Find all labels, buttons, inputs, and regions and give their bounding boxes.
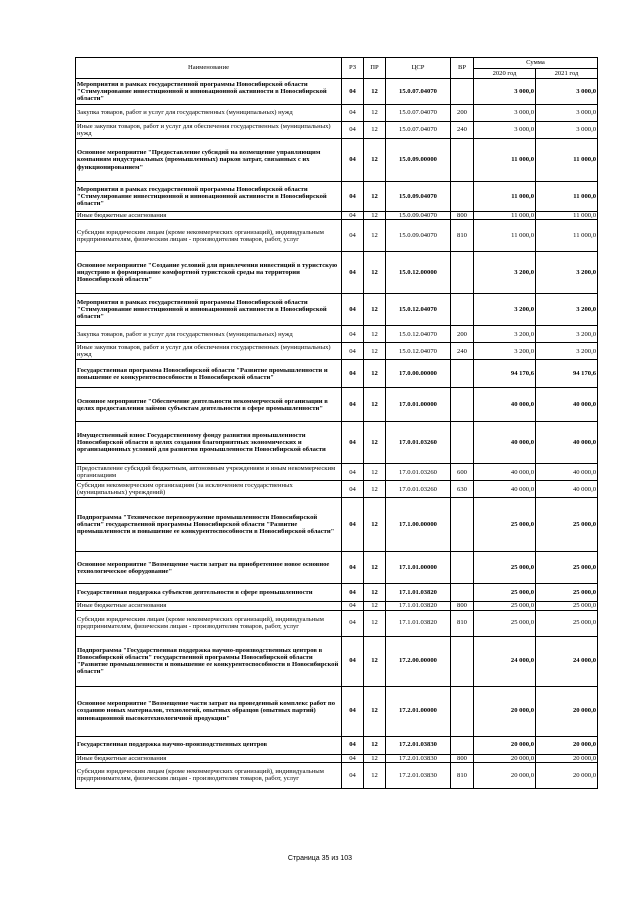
row-csr: 17.0.01.03260 bbox=[386, 481, 451, 498]
row-rz: 04 bbox=[342, 360, 364, 388]
row-sum-2020: 3 000,0 bbox=[474, 105, 536, 122]
row-name: Субсидии юридическим лицам (кроме некоммерческих организаций), индивидуальным предпринимателям, физическим лицам - производителям товаров, работ, услуг bbox=[76, 762, 342, 788]
row-sum-2020: 40 000,0 bbox=[474, 388, 536, 422]
row-name: Иные бюджетные ассигнования bbox=[76, 212, 342, 220]
row-rz: 04 bbox=[342, 552, 364, 584]
header-pr: ПР bbox=[364, 58, 386, 79]
row-sum-2021: 20 000,0 bbox=[536, 762, 598, 788]
table-row bbox=[76, 584, 598, 602]
row-sum-2020: 40 000,0 bbox=[474, 464, 536, 481]
row-sum-2021: 3 000,0 bbox=[536, 122, 598, 139]
row-sum-2021: 25 000,0 bbox=[536, 552, 598, 584]
row-rz: 04 bbox=[342, 105, 364, 122]
table-body bbox=[76, 79, 598, 789]
row-name: Государственная программа Новосибирской области "Развитие промышленности и повышение ее конкурентоспособности в Новосибирской области" bbox=[76, 360, 342, 388]
row-vr: 600 bbox=[451, 464, 474, 481]
row-rz: 04 bbox=[342, 464, 364, 481]
table-row bbox=[76, 294, 598, 326]
row-pr: 12 bbox=[364, 498, 386, 552]
row-rz: 04 bbox=[342, 122, 364, 139]
budget-document bbox=[75, 57, 597, 789]
row-pr: 12 bbox=[364, 388, 386, 422]
header-rz: РЗ bbox=[342, 58, 364, 79]
row-sum-2021: 3 200,0 bbox=[536, 252, 598, 294]
row-pr: 12 bbox=[364, 754, 386, 762]
table-row bbox=[76, 686, 598, 736]
row-sum-2021: 3 200,0 bbox=[536, 294, 598, 326]
row-pr: 12 bbox=[364, 79, 386, 105]
row-vr bbox=[451, 294, 474, 326]
row-name: Иные бюджетные ассигнования bbox=[76, 754, 342, 762]
row-sum-2020: 3 200,0 bbox=[474, 252, 536, 294]
row-pr: 12 bbox=[364, 212, 386, 220]
row-vr: 240 bbox=[451, 122, 474, 139]
row-rz: 04 bbox=[342, 326, 364, 343]
row-rz: 04 bbox=[342, 754, 364, 762]
row-sum-2020: 25 000,0 bbox=[474, 552, 536, 584]
row-pr: 12 bbox=[364, 326, 386, 343]
row-sum-2020: 20 000,0 bbox=[474, 754, 536, 762]
row-sum-2020: 94 170,6 bbox=[474, 360, 536, 388]
row-sum-2021: 11 000,0 bbox=[536, 220, 598, 252]
row-sum-2020: 40 000,0 bbox=[474, 481, 536, 498]
row-sum-2020: 20 000,0 bbox=[474, 762, 536, 788]
row-sum-2021: 40 000,0 bbox=[536, 422, 598, 464]
row-sum-2021: 3 000,0 bbox=[536, 105, 598, 122]
row-vr bbox=[451, 636, 474, 686]
row-name: Предоставление субсидий бюджетным, автономным учреждениям и иным некоммерческим организациям bbox=[76, 464, 342, 481]
header-year-2020: 2020 год bbox=[474, 69, 536, 79]
row-name: Мероприятия в рамках государственной программы Новосибирской области "Стимулирование инвестиционной и инновационной активности в Новосибирской области" bbox=[76, 182, 342, 212]
row-name: Государственная поддержка научно-производственных центров bbox=[76, 736, 342, 754]
row-rz: 04 bbox=[342, 686, 364, 736]
table-row bbox=[76, 481, 598, 498]
table-row bbox=[76, 326, 598, 343]
row-rz: 04 bbox=[342, 212, 364, 220]
table-row bbox=[76, 610, 598, 636]
row-sum-2020: 11 000,0 bbox=[474, 212, 536, 220]
row-csr: 15.0.09.04070 bbox=[386, 182, 451, 212]
row-sum-2020: 11 000,0 bbox=[474, 220, 536, 252]
row-csr: 15.0.12.04070 bbox=[386, 343, 451, 360]
row-sum-2020: 40 000,0 bbox=[474, 422, 536, 464]
row-name: Иные бюджетные ассигнования bbox=[76, 602, 342, 610]
row-rz: 04 bbox=[342, 252, 364, 294]
row-vr: 800 bbox=[451, 212, 474, 220]
row-sum-2020: 25 000,0 bbox=[474, 610, 536, 636]
row-name: Субсидии юридическим лицам (кроме некоммерческих организаций), индивидуальным предпринимателям, физическим лицам - производителям товаров, работ, услуг bbox=[76, 610, 342, 636]
row-csr: 17.2.01.00000 bbox=[386, 686, 451, 736]
row-pr: 12 bbox=[364, 343, 386, 360]
row-pr: 12 bbox=[364, 294, 386, 326]
row-name: Основное мероприятие "Возмещение части затрат на проведенный комплекс работ по созданию новых материалов, технологий, опытных образцов (опытных партий) инновационной высокотехнологичной продукции" bbox=[76, 686, 342, 736]
row-pr: 12 bbox=[364, 122, 386, 139]
row-sum-2021: 25 000,0 bbox=[536, 602, 598, 610]
row-rz: 04 bbox=[342, 79, 364, 105]
row-rz: 04 bbox=[342, 584, 364, 602]
row-sum-2020: 3 200,0 bbox=[474, 343, 536, 360]
header-sum: Сумма bbox=[474, 58, 598, 69]
row-name: Закупка товаров, работ и услуг для государственных (муниципальных) нужд bbox=[76, 326, 342, 343]
row-vr bbox=[451, 79, 474, 105]
table-row bbox=[76, 182, 598, 212]
row-vr: 800 bbox=[451, 602, 474, 610]
row-csr: 17.2.01.03830 bbox=[386, 736, 451, 754]
header-csr: ЦСР bbox=[386, 58, 451, 79]
row-name: Государственная поддержка субъектов деятельности в сфере промышленности bbox=[76, 584, 342, 602]
row-vr bbox=[451, 584, 474, 602]
row-sum-2021: 25 000,0 bbox=[536, 498, 598, 552]
row-name: Основное мероприятие "Возмещение части затрат на приобретенное новое основное технологическое оборудование" bbox=[76, 552, 342, 584]
row-sum-2021: 11 000,0 bbox=[536, 212, 598, 220]
row-vr bbox=[451, 552, 474, 584]
row-sum-2021: 25 000,0 bbox=[536, 610, 598, 636]
row-sum-2020: 25 000,0 bbox=[474, 498, 536, 552]
row-csr: 15.0.07.04070 bbox=[386, 79, 451, 105]
row-pr: 12 bbox=[364, 584, 386, 602]
row-vr bbox=[451, 686, 474, 736]
row-vr bbox=[451, 498, 474, 552]
row-csr: 15.0.12.04070 bbox=[386, 294, 451, 326]
row-vr: 810 bbox=[451, 610, 474, 636]
row-csr: 17.0.01.03260 bbox=[386, 422, 451, 464]
row-vr bbox=[451, 139, 474, 182]
table-row bbox=[76, 762, 598, 788]
row-csr: 17.2.00.00000 bbox=[386, 636, 451, 686]
row-rz: 04 bbox=[342, 481, 364, 498]
row-pr: 12 bbox=[364, 736, 386, 754]
row-sum-2020: 20 000,0 bbox=[474, 736, 536, 754]
row-pr: 12 bbox=[364, 422, 386, 464]
row-pr: 12 bbox=[364, 762, 386, 788]
row-sum-2021: 40 000,0 bbox=[536, 464, 598, 481]
row-name: Подпрограмма "Техническое перевооружение промышленности Новосибирской области" государственной программы Новосибирской области "Развитие промышленности и повышение ее конкурентоспособности в Новосибирской области" bbox=[76, 498, 342, 552]
row-csr: 15.0.09.04070 bbox=[386, 212, 451, 220]
table-row bbox=[76, 422, 598, 464]
row-pr: 12 bbox=[364, 686, 386, 736]
row-vr: 200 bbox=[451, 326, 474, 343]
row-name: Закупка товаров, работ и услуг для государственных (муниципальных) нужд bbox=[76, 105, 342, 122]
row-pr: 12 bbox=[364, 481, 386, 498]
row-rz: 04 bbox=[342, 139, 364, 182]
row-sum-2021: 3 000,0 bbox=[536, 79, 598, 105]
row-sum-2020: 3 000,0 bbox=[474, 122, 536, 139]
row-csr: 17.1.01.03820 bbox=[386, 610, 451, 636]
row-vr bbox=[451, 360, 474, 388]
row-sum-2021: 20 000,0 bbox=[536, 754, 598, 762]
row-sum-2021: 20 000,0 bbox=[536, 736, 598, 754]
table-row bbox=[76, 754, 598, 762]
row-csr: 17.1.01.00000 bbox=[386, 552, 451, 584]
table-row bbox=[76, 220, 598, 252]
header-vr: ВР bbox=[451, 58, 474, 79]
table-row bbox=[76, 602, 598, 610]
row-sum-2020: 3 200,0 bbox=[474, 294, 536, 326]
row-vr: 800 bbox=[451, 754, 474, 762]
row-vr bbox=[451, 182, 474, 212]
row-rz: 04 bbox=[342, 182, 364, 212]
row-pr: 12 bbox=[364, 552, 386, 584]
row-vr: 200 bbox=[451, 105, 474, 122]
row-sum-2020: 11 000,0 bbox=[474, 182, 536, 212]
row-sum-2020: 11 000,0 bbox=[474, 139, 536, 182]
row-rz: 04 bbox=[342, 636, 364, 686]
row-vr bbox=[451, 252, 474, 294]
row-sum-2020: 3 000,0 bbox=[474, 79, 536, 105]
table-row bbox=[76, 252, 598, 294]
row-vr bbox=[451, 422, 474, 464]
row-name: Субсидии юридическим лицам (кроме некоммерческих организаций), индивидуальным предпринимателям, физическим лицам - производителям товаров, работ, услуг bbox=[76, 220, 342, 252]
row-csr: 17.1.01.03820 bbox=[386, 602, 451, 610]
table-row bbox=[76, 343, 598, 360]
row-rz: 04 bbox=[342, 422, 364, 464]
row-sum-2020: 25 000,0 bbox=[474, 584, 536, 602]
row-csr: 17.2.01.03830 bbox=[386, 762, 451, 788]
row-name: Иные закупки товаров, работ и услуг для обеспечения государственных (муниципальных) нужд bbox=[76, 122, 342, 139]
row-csr: 15.0.07.04070 bbox=[386, 105, 451, 122]
row-csr: 17.1.01.03820 bbox=[386, 584, 451, 602]
row-sum-2020: 24 000,0 bbox=[474, 636, 536, 686]
row-csr: 17.0.01.03260 bbox=[386, 464, 451, 481]
row-name: Имущественный взнос Государственному фонду развития промышленности Новосибирской области в целях создания благоприятных экономических и организационных условий для развития промышленности Новосибирской области bbox=[76, 422, 342, 464]
row-pr: 12 bbox=[364, 252, 386, 294]
row-vr: 630 bbox=[451, 481, 474, 498]
row-csr: 15.0.07.04070 bbox=[386, 122, 451, 139]
row-name: Основное мероприятие "Предоставление субсидий на возмещение управляющим компаниям индустриальных (промышленных) парков затрат, связанных с их функционированием" bbox=[76, 139, 342, 182]
row-pr: 12 bbox=[364, 636, 386, 686]
row-pr: 12 bbox=[364, 602, 386, 610]
row-rz: 04 bbox=[342, 610, 364, 636]
row-pr: 12 bbox=[364, 220, 386, 252]
row-sum-2020: 3 200,0 bbox=[474, 326, 536, 343]
row-csr: 17.1.00.00000 bbox=[386, 498, 451, 552]
row-pr: 12 bbox=[364, 182, 386, 212]
row-csr: 17.0.01.00000 bbox=[386, 388, 451, 422]
budget-table bbox=[75, 57, 598, 789]
row-vr: 810 bbox=[451, 762, 474, 788]
row-rz: 04 bbox=[342, 294, 364, 326]
row-sum-2021: 40 000,0 bbox=[536, 481, 598, 498]
row-sum-2021: 20 000,0 bbox=[536, 686, 598, 736]
row-name: Мероприятия в рамках государственной программы Новосибирской области "Стимулирование инвестиционной и инновационной активности в Новосибирской области" bbox=[76, 294, 342, 326]
row-name: Основное мероприятие "Обеспечение деятельности некоммерческой организации в целях предоставления займов субъектам деятельности в сфере промышленности" bbox=[76, 388, 342, 422]
table-row bbox=[76, 388, 598, 422]
table-row bbox=[76, 498, 598, 552]
row-sum-2020: 25 000,0 bbox=[474, 602, 536, 610]
row-sum-2021: 94 170,6 bbox=[536, 360, 598, 388]
row-csr: 17.0.00.00000 bbox=[386, 360, 451, 388]
row-rz: 04 bbox=[342, 762, 364, 788]
row-pr: 12 bbox=[364, 464, 386, 481]
row-pr: 12 bbox=[364, 139, 386, 182]
row-pr: 12 bbox=[364, 610, 386, 636]
row-vr bbox=[451, 736, 474, 754]
table-row bbox=[76, 736, 598, 754]
row-rz: 04 bbox=[342, 343, 364, 360]
row-name: Субсидии некоммерческим организациям (за исключением государственных (муниципальных) учреждений) bbox=[76, 481, 342, 498]
row-name: Мероприятия в рамках государственной программы Новосибирской области "Стимулирование инвестиционной и инновационной активности в Новосибирской области" bbox=[76, 79, 342, 105]
row-csr: 15.0.12.00000 bbox=[386, 252, 451, 294]
row-sum-2021: 11 000,0 bbox=[536, 139, 598, 182]
row-sum-2021: 40 000,0 bbox=[536, 388, 598, 422]
row-name: Подпрограмма "Государственная поддержка научно-производственных центров в Новосибирской области" государственной программы Новосибирской области "Развитие промышленности и повышение ее конкурентоспособности в Новосибирской области" bbox=[76, 636, 342, 686]
row-rz: 04 bbox=[342, 388, 364, 422]
page-number: Страница 35 из 103 bbox=[287, 855, 353, 862]
table-row bbox=[76, 360, 598, 388]
row-csr: 15.0.09.00000 bbox=[386, 139, 451, 182]
table-row bbox=[76, 105, 598, 122]
table-row bbox=[76, 139, 598, 182]
header-year-2021: 2021 год bbox=[536, 69, 598, 79]
row-vr bbox=[451, 388, 474, 422]
table-row bbox=[76, 552, 598, 584]
row-sum-2021: 25 000,0 bbox=[536, 584, 598, 602]
table-row bbox=[76, 122, 598, 139]
row-csr: 17.2.01.03830 bbox=[386, 754, 451, 762]
row-sum-2021: 3 200,0 bbox=[536, 326, 598, 343]
row-sum-2021: 11 000,0 bbox=[536, 182, 598, 212]
row-name: Иные закупки товаров, работ и услуг для обеспечения государственных (муниципальных) нужд bbox=[76, 343, 342, 360]
table-row bbox=[76, 464, 598, 481]
row-name: Основное мероприятие "Создание условий для привлечения инвестиций в туристскую индустрию и формирование комфортной туристской среды на территории Новосибирской области" bbox=[76, 252, 342, 294]
row-vr: 240 bbox=[451, 343, 474, 360]
row-sum-2021: 3 200,0 bbox=[536, 343, 598, 360]
row-sum-2021: 24 000,0 bbox=[536, 636, 598, 686]
table-row bbox=[76, 212, 598, 220]
row-rz: 04 bbox=[342, 736, 364, 754]
row-pr: 12 bbox=[364, 360, 386, 388]
header-name: Наименование bbox=[76, 58, 342, 79]
row-pr: 12 bbox=[364, 105, 386, 122]
row-rz: 04 bbox=[342, 220, 364, 252]
row-csr: 15.0.12.04070 bbox=[386, 326, 451, 343]
row-rz: 04 bbox=[342, 498, 364, 552]
row-vr: 810 bbox=[451, 220, 474, 252]
row-csr: 15.0.09.04070 bbox=[386, 220, 451, 252]
row-sum-2020: 20 000,0 bbox=[474, 686, 536, 736]
row-rz: 04 bbox=[342, 602, 364, 610]
table-row bbox=[76, 79, 598, 105]
table-row bbox=[76, 636, 598, 686]
